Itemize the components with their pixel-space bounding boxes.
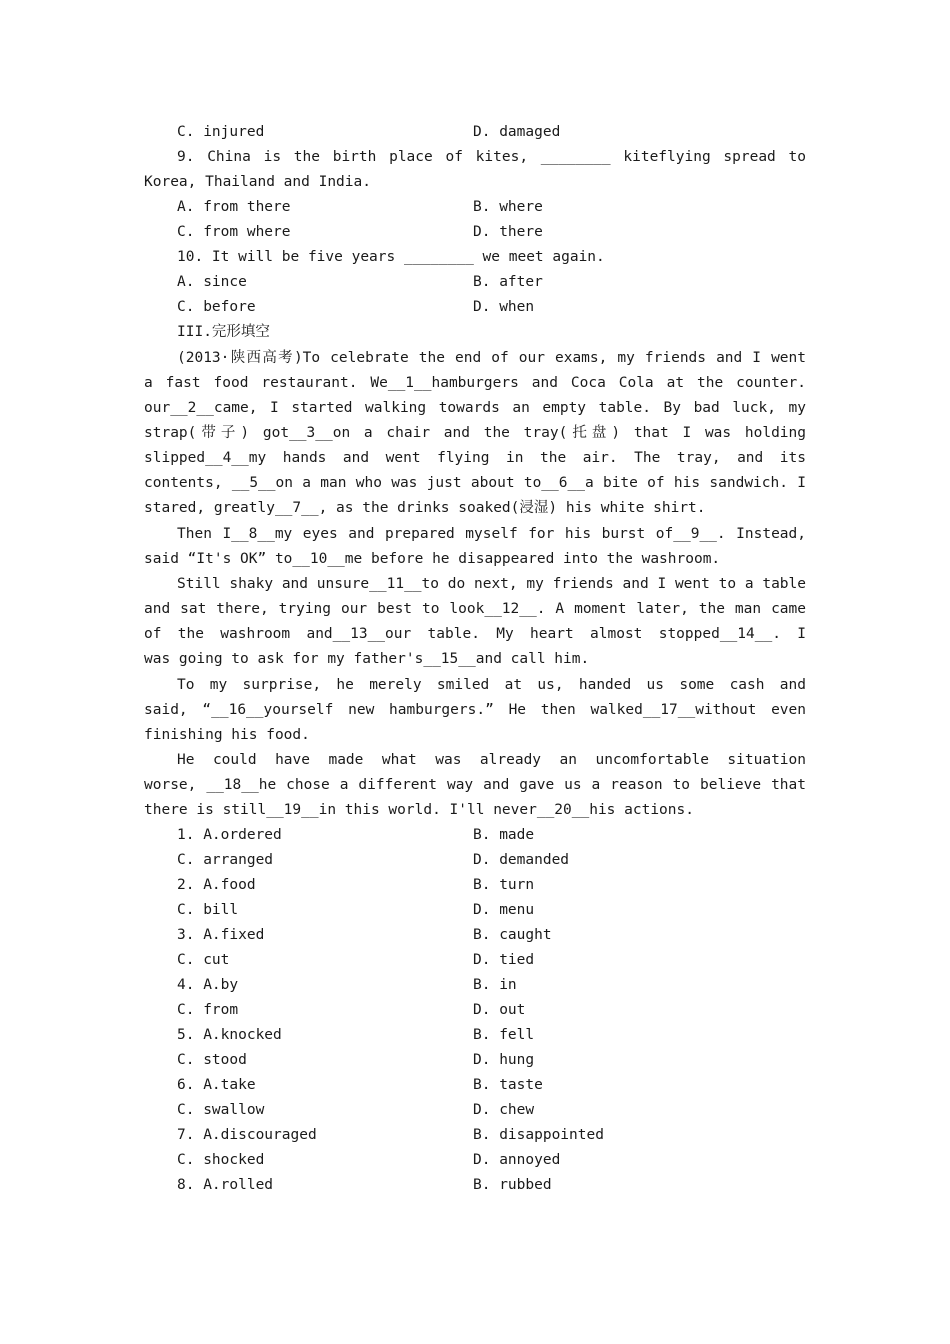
cloze-option: 2. A.food <box>177 877 256 893</box>
q9-option-c: C. from where <box>177 224 291 240</box>
passage-line: Then I__8__my eyes and prepared myself for his burst of__9__. Instead, <box>177 526 806 542</box>
q9-option-d: D. there <box>473 224 543 240</box>
passage-line: contents, __5__on a man who was just about to__6__a bite of his sandwich. I <box>144 475 806 491</box>
cloze-option: 3. A.fixed <box>177 927 265 943</box>
section-title: III.完形填空 <box>177 324 270 340</box>
q10-option-a: A. since <box>177 274 247 290</box>
passage-line: (2013·陕西高考)To celebrate the end of our exams, my friends and I went <box>177 350 806 366</box>
passage-line: worse, __18__he chose a different way and gave us a reason to believe that <box>144 777 806 793</box>
passage-line: stared, greatly__7__, as the drinks soaked(浸湿) his white shirt. <box>144 500 706 516</box>
q8-option-c: C. injured <box>177 124 265 140</box>
cloze-option: C. swallow <box>177 1102 265 1118</box>
cloze-option: D. demanded <box>473 852 570 868</box>
passage-line: said “It's OK” to__10__me before he disappeared into the washroom. <box>144 551 721 567</box>
passage-line: a fast food restaurant. We__1__hamburgers and Coca Cola at the counter. <box>144 375 806 391</box>
cloze-option: C. shocked <box>177 1152 265 1168</box>
passage-line: To my surprise, he merely smiled at us, handed us some cash and <box>177 677 806 693</box>
cloze-option: D. annoyed <box>473 1152 561 1168</box>
cloze-option: B. turn <box>473 877 535 893</box>
cloze-option: B. caught <box>473 927 552 943</box>
passage-line: slipped__4__my hands and went flying in the air. The tray, and its <box>144 450 806 466</box>
passage-line: was going to ask for my father's__15__and call him. <box>144 651 590 667</box>
cloze-option: 5. A.knocked <box>177 1027 282 1043</box>
cloze-option: 4. A.by <box>177 977 239 993</box>
passage-line: of the washroom and__13__our table. My heart almost stopped__14__. I <box>144 626 806 642</box>
cloze-option: C. from <box>177 1002 239 1018</box>
passage-line: said, “__16__yourself new hamburgers.” He then walked__17__without even <box>144 702 806 718</box>
cloze-option: 8. A.rolled <box>177 1177 274 1193</box>
cloze-option: C. arranged <box>177 852 274 868</box>
q9-stem-line2: Korea, Thailand and India. <box>144 174 371 190</box>
cloze-option: B. made <box>473 827 535 843</box>
cloze-option: D. hung <box>473 1052 535 1068</box>
cloze-option: B. disappointed <box>473 1127 604 1143</box>
cloze-option: D. chew <box>473 1102 535 1118</box>
q10-stem: 10. It will be five years ________ we meet again. <box>177 249 605 265</box>
passage-line: Still shaky and unsure__11__to do next, my friends and I went to a table <box>177 576 806 592</box>
cloze-option: D. out <box>473 1002 526 1018</box>
cloze-option: B. fell <box>473 1027 535 1043</box>
passage-line: finishing his food. <box>144 727 310 743</box>
cloze-option: D. menu <box>473 902 535 918</box>
passage-line: there is still__19__in this world. I'll never__20__his actions. <box>144 802 694 818</box>
passage-line: and sat there, trying our best to look__12__. A moment later, the man came <box>144 601 806 617</box>
cloze-option: B. taste <box>473 1077 543 1093</box>
q10-option-c: C. before <box>177 299 256 315</box>
q8-option-d: D. damaged <box>473 124 561 140</box>
q9-option-a: A. from there <box>177 199 291 215</box>
cloze-option: C. stood <box>177 1052 247 1068</box>
cloze-option: C. cut <box>177 952 230 968</box>
cloze-option: D. tied <box>473 952 535 968</box>
cloze-option: 7. A.discouraged <box>177 1127 317 1143</box>
q10-option-b: B. after <box>473 274 543 290</box>
cloze-option: B. rubbed <box>473 1177 552 1193</box>
cloze-option: 6. A.take <box>177 1077 256 1093</box>
q10-option-d: D. when <box>473 299 535 315</box>
q9-stem-line1: 9. China is the birth place of kites, ________ kiteflying spread to <box>177 149 806 165</box>
passage-line: strap(带子) got__3__on a chair and the tray(托盘) that I was holding <box>144 425 806 441</box>
passage-line: He could have made what was already an uncomfortable situation <box>177 752 806 768</box>
q9-option-b: B. where <box>473 199 543 215</box>
cloze-option: C. bill <box>177 902 239 918</box>
passage-line: our__2__came, I started walking towards an empty table. By bad luck, my <box>144 400 806 416</box>
cloze-option: B. in <box>473 977 517 993</box>
cloze-option: 1. A.ordered <box>177 827 282 843</box>
